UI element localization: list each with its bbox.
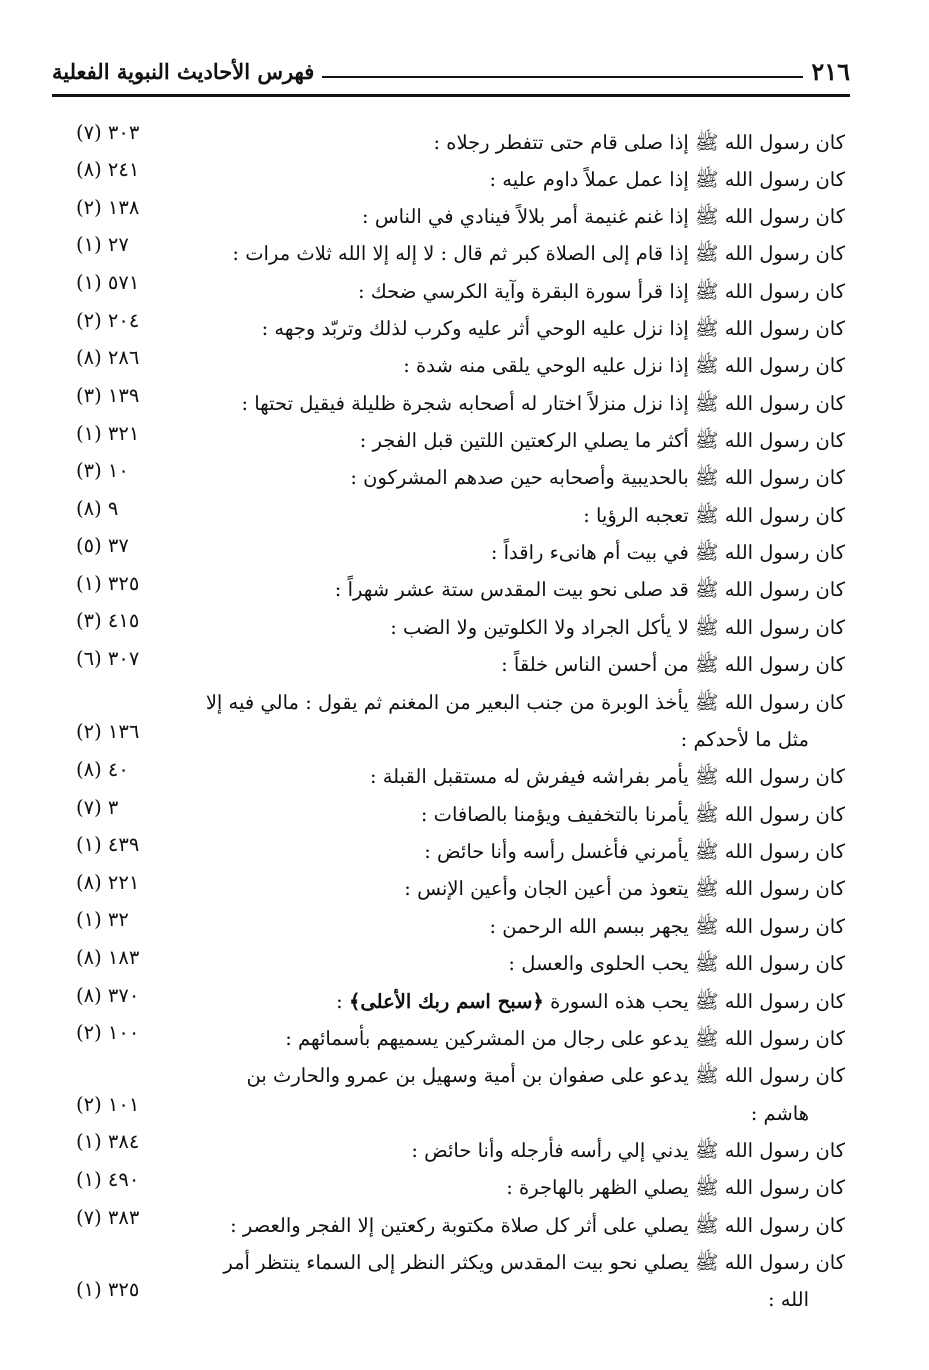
entry-ref: ١٣٩ (٣) — [76, 384, 140, 407]
entry-ref: ١٠ (٣) — [76, 459, 129, 482]
entry-text: كان رسول الله ﷺ إذا عمل عملاً داوم عليه : — [489, 168, 845, 191]
entry-ref: ٣٠٣ (٧) — [76, 121, 140, 144]
entry-ref: ٣٢١ (١) — [76, 422, 140, 445]
entry-text: كان رسول الله ﷺ من أحسن الناس خلقاً : — [501, 653, 845, 676]
entry-text-main: كان رسول الله ﷺ يحب هذه السورة — [550, 990, 845, 1013]
entry-ref: ٢٨٦ (٨) — [76, 346, 140, 369]
entry-text: كان رسول الله ﷺ إذا صلى قام حتى تتفطر رجلاه : — [433, 131, 845, 154]
entry-ref: ٢٤١ (٨) — [76, 158, 140, 181]
entry-ref: ١٠٠ (٢) — [76, 1021, 140, 1044]
entry-ref: ٣٨٣ (٧) — [76, 1206, 140, 1229]
entry-ref: ٤٩٠ (١) — [76, 1168, 140, 1191]
entry-text — [185, 983, 845, 1021]
entry-text-continued: الله : — [767, 1288, 809, 1311]
entry-ref: ٣٧ (٥) — [76, 534, 129, 557]
entry-text: كان رسول الله ﷺ إذا نزل عليه الوحي أثر عليه وكرب لذلك وتربّد وجهه : — [261, 317, 845, 340]
entry-text: كان رسول الله ﷺ يدعو على رجال من المشركين يسميهم بأسمائهم : — [285, 1027, 845, 1050]
entry-text: كان رسول الله ﷺ إذا قام إلى الصلاة كبر ثم قال : لا إله إلا الله ثلاث مرات : — [232, 242, 845, 265]
entry-text: كان رسول الله ﷺ إذا قرأ سورة البقرة وآية الكرسي ضحك : — [357, 280, 845, 303]
entry-text: كان رسول الله ﷺ يأمر بفراشه فيفرش له مستقبل القبلة : — [369, 765, 845, 788]
entry-text: كان رسول الله ﷺ يصلي الظهر بالهاجرة : — [506, 1176, 845, 1199]
running-title: فهرس الأحاديث النبوية الفعلية — [52, 59, 315, 84]
entry-ref: ٣٧٠ (٨) — [76, 984, 140, 1007]
entry-text: كان رسول الله ﷺ يحب الحلوى والعسل : — [508, 952, 845, 975]
entry-text-continued: هاشم : — [750, 1102, 809, 1125]
entry-ref: ١٣٦ (٢) — [76, 720, 140, 743]
entry-ref: ٣٢ (١) — [76, 908, 129, 931]
entry-text: كان رسول الله ﷺ يجهر ببسم الله الرحمن : — [489, 915, 845, 938]
entry-text: كان رسول الله ﷺ يأمرنا بالتخفيف ويؤمنا بالصافات : — [420, 803, 845, 826]
entry-ref: ٤٣٩ (١) — [76, 833, 140, 856]
entry-text-tail: : — [336, 990, 349, 1013]
entry-text: كان رسول الله ﷺ تعجبه الرؤيا : — [583, 504, 845, 527]
page-number: ٢١٦ — [811, 57, 850, 86]
entry-text: كان رسول الله ﷺ يتعوذ من أعين الجان وأعين الإنس : — [404, 877, 845, 900]
entry-ref: ٣٢٥ (١) — [76, 1278, 140, 1301]
entry-ref: ٢٢١ (٨) — [76, 871, 140, 894]
entry-text: كان رسول الله ﷺ إذا غنم غنيمة أمر بلالاً فينادي في الناس : — [362, 205, 845, 228]
entry-ref: ٣ (٧) — [76, 796, 119, 819]
entry-ref: ٥٧١ (١) — [76, 271, 140, 294]
entry-text: كان رسول الله ﷺ لا يأكل الجراد ولا الكلوتين ولا الضب : — [390, 616, 845, 639]
entry-text: كان رسول الله ﷺ يدعو على صفوان بن أمية وسهيل بن عمرو والحارث بن — [246, 1064, 845, 1087]
entry-text: كان رسول الله ﷺ بالحديبية وأصحابه حين صدهم المشركون : — [350, 466, 845, 489]
entry-ref: ٤٠ (٨) — [76, 758, 129, 781]
entry-ref: ٩ (٨) — [76, 497, 119, 520]
entry-ref: ٣٠٧ (٦) — [76, 647, 140, 670]
entry-text: كان رسول الله ﷺ إذا نزل منزلاً اختار له أصحابه شجرة ظليلة فيقيل تحتها : — [241, 392, 845, 415]
entry-text: كان رسول الله ﷺ يأمرني فأغسل رأسه وأنا حائض : — [424, 840, 845, 863]
entry-ref: ١٠١ (٢) — [76, 1093, 140, 1116]
surah-name: ﴿سبح اسم ربك الأعلى﴾ — [348, 990, 544, 1013]
entry-text: كان رسول الله ﷺ يصلي على أثر كل صلاة مكتوبة ركعتين إلا الفجر والعصر : — [230, 1214, 845, 1237]
entry-ref: ٤١٥ (٣) — [76, 609, 140, 632]
entry-ref: ٢٠٤ (٢) — [76, 309, 140, 332]
entry-text-continued: مثل ما لأحدكم : — [680, 728, 809, 751]
entry-ref: ٣٢٥ (١) — [76, 572, 140, 595]
entry-text: كان رسول الله ﷺ أكثر ما يصلي الركعتين اللتين قبل الفجر : — [359, 429, 845, 452]
entry-text: كان رسول الله ﷺ يدني إلي رأسه فأرجله وأنا حائض : — [411, 1139, 845, 1162]
entry-text: كان رسول الله ﷺ إذا نزل عليه الوحي يلقى منه شدة : — [403, 354, 845, 377]
entry-text: كان رسول الله ﷺ يصلي نحو بيت المقدس ويكثر النظر إلى السماء ينتظر أمر — [223, 1251, 845, 1274]
entry-text: كان رسول الله ﷺ في بيت أم هانىء راقداً : — [490, 541, 845, 564]
entry-ref: ١٣٨ (٢) — [76, 196, 140, 219]
entry-ref: ٢٧ (١) — [76, 233, 129, 256]
entry-text: كان رسول الله ﷺ قد صلى نحو بيت المقدس ستة عشر شهراً : — [334, 578, 845, 601]
entry-ref: ٣٨٤ (١) — [76, 1130, 140, 1153]
entry-text: كان رسول الله ﷺ يأخذ الوبرة من جنب البعير من المغنم ثم يقول : مالي فيه إلا — [205, 691, 845, 714]
entry-ref: ١٨٣ (٨) — [76, 946, 140, 969]
